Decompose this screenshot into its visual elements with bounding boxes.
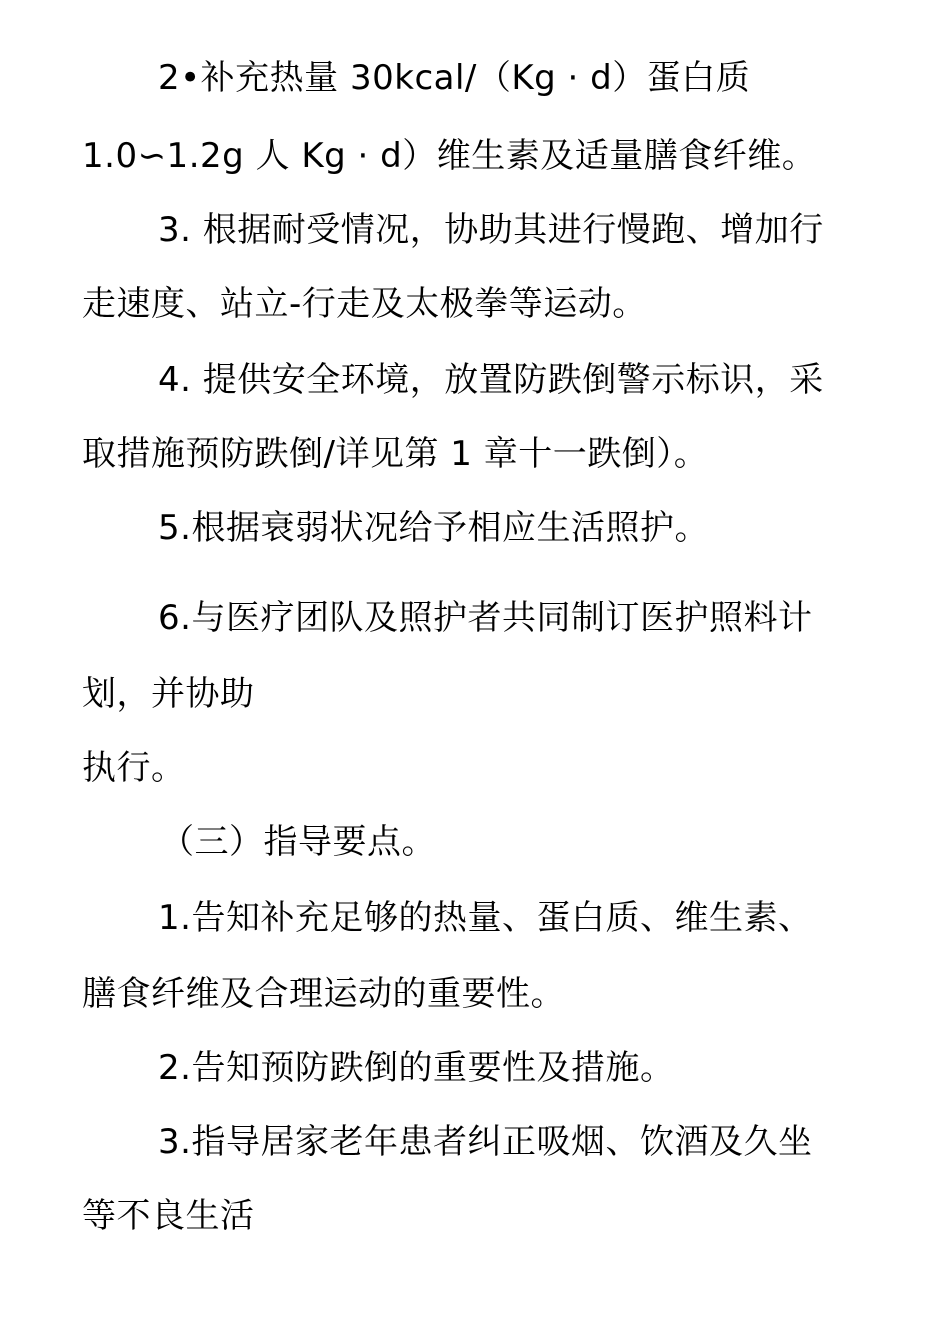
text-line-16: 等不良生活 — [82, 1196, 255, 1236]
text-line-6: 取措施预防跌倒/详见第 1 章十一跌倒）。 — [82, 434, 709, 474]
text-line-9: 划，并协助 — [82, 674, 255, 714]
section-heading: （三）指导要点。 — [160, 822, 436, 862]
text-line-13: 膳食纤维及合理运动的重要性。 — [82, 974, 565, 1014]
text-line-8: 6.与医疗团队及照护者共同制订医护照料计 — [158, 598, 813, 638]
text-line-5: 4. 提供安全环境，放置防跌倒警示标识，采 — [158, 360, 824, 400]
text-line-10: 执行。 — [82, 748, 186, 788]
text-line-12: 1.告知补充足够的热量、蛋白质、维生素、 — [158, 898, 813, 938]
text-line-3: 3. 根据耐受情况，协助其进行慢跑、增加行 — [158, 210, 824, 250]
text-line-1: 2•补充热量 30kcal/（Kg · d）蛋白质 — [158, 58, 751, 98]
text-line-4: 走速度、站立-行走及太极拳等运动。 — [82, 284, 647, 324]
text-line-14: 2.告知预防跌倒的重要性及措施。 — [158, 1048, 675, 1088]
text-line-7: 5.根据衰弱状况给予相应生活照护。 — [158, 508, 709, 548]
text-line-2: 1.0∽1.2g 人 Kg · d）维生素及适量膳食纤维。 — [82, 136, 817, 176]
text-line-15: 3.指导居家老年患者纠正吸烟、饮酒及久坐 — [158, 1122, 813, 1162]
